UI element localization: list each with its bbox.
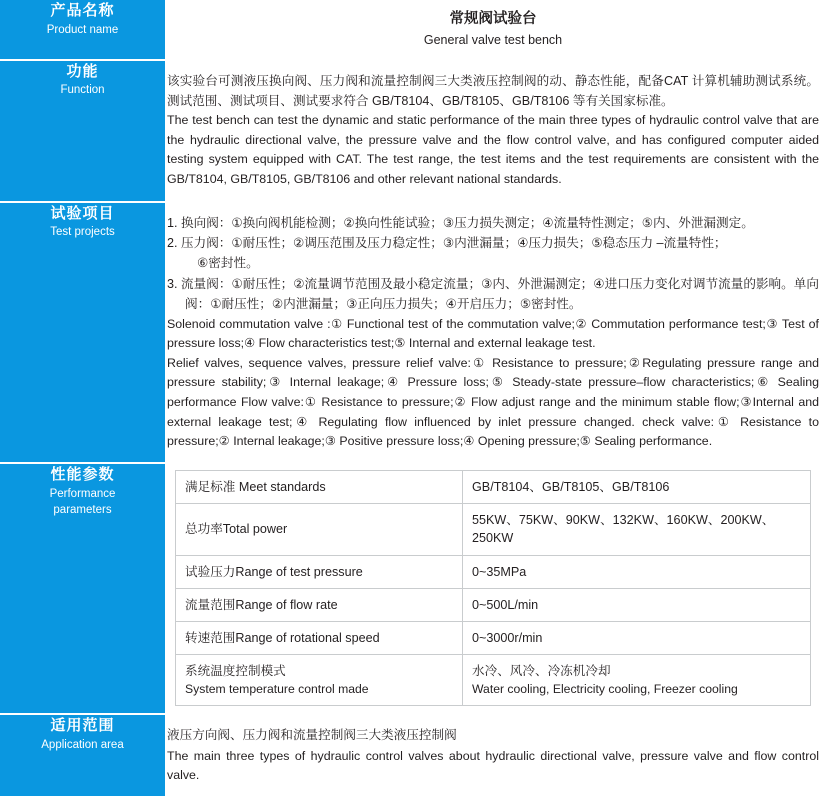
function-text-cn: 该实验台可测液压换向阀、压力阀和流量控制阀三大类液压控制阀的动、静态性能，配备CAT 计算机辅助测试系统。测试范围、测试项目、测试要求符合 GB/T8104、GB/T8105、GB/T8106 等有关国家标准。 [167, 73, 819, 108]
param-value-en: Water cooling, Electricity cooling, Freezer cooling [472, 681, 738, 696]
table-row-application [0, 714, 819, 796]
test-project-line-en: Relief valves, sequence valves, pressure relief valve:① Resistance to pressure;②Regulating pressure range and pressure stability;③ Internal leakage;④ Pressure loss;⑤ Steady-state pressure–flow characteristics;⑥ Sealing performance Flow valve:① Resistance to pressure;② Flow adjust range and the minimum stable flow;③Internal and external leakage test;④ Regulating flow influenced by inlet pressure changed. check valve:① Resistance to pressure;② Internal leakage;③ Positive pressure loss;④ Opening pressure;⑤ Sealing performance. [167, 355, 819, 449]
row-label-product-name [0, 0, 166, 60]
param-key-en: System temperature control made [185, 681, 369, 696]
row-content-application [166, 714, 819, 796]
application-text-en: The main three types of hydraulic control valves about hydraulic directional valve, pressure valve and flow control valve. [167, 748, 819, 783]
param-value: 0~500L/min [463, 588, 811, 621]
row-content-test-projects [166, 202, 819, 463]
product-title-cn: 常规阀试验台 [449, 11, 537, 27]
param-key: 满足标准 Meet standards [176, 470, 463, 503]
performance-parameters-table [175, 470, 811, 706]
test-project-line: 3. 流量阀：①耐压性；②流量调节范围及最小稳定流量；③内、外泄漏测定；④进口压力变化对调节流量的影响。单向阀：①耐压性；②内泄漏量；③正向压力损失；④开启压力；⑤密封性。 [167, 276, 819, 312]
param-value-cn: 水冷、风冷、冷冻机冷却 [472, 664, 611, 679]
row-label-cn: 试验项目 [50, 204, 115, 222]
param-key: 总功率Total power [176, 504, 463, 556]
table-row-test-projects [0, 202, 819, 463]
param-row [176, 555, 811, 588]
row-label-performance [0, 463, 166, 714]
row-label-test-projects [0, 202, 166, 463]
row-content-function [166, 60, 819, 202]
param-value: GB/T8104、GB/T8105、GB/T8106 [463, 470, 811, 503]
param-key: 转速范围Range of rotational speed [176, 622, 463, 655]
row-label-function [0, 60, 166, 202]
row-content-performance [166, 463, 819, 714]
param-row [176, 504, 811, 556]
row-label-en: Function [60, 84, 105, 97]
table-row-function [0, 60, 819, 202]
function-text-en: The test bench can test the dynamic and static performance of the main three types of hydraulic control valve that are the hydraulic directional valve, the pressure valve and the flow control valve, and has configured computer aided testing system equipped with CAT. The test range, the test items and the test requirements are consistent with the GB/T8104, GB/T8105, GB/T8106 and other relevant national standards. [167, 113, 819, 187]
param-key: 试验压力Range of test pressure [176, 555, 463, 588]
param-key: 流量范围Range of flow rate [176, 588, 463, 621]
row-label-en: Performance [49, 487, 116, 500]
row-label-application [0, 714, 166, 796]
param-row [176, 588, 811, 621]
test-project-line-en: Solenoid commutation valve :① Functional test of the commutation valve;② Commutation performance test;③ Test of pressure loss;④ Flow characteristics test;⑤ Internal and external leakage test. [167, 316, 819, 351]
param-value: 55KW、75KW、90KW、132KW、160KW、200KW、250KW [463, 504, 811, 556]
param-key [176, 655, 463, 706]
param-value: 0~3000r/min [463, 622, 811, 655]
row-label-cn: 功能 [66, 62, 99, 80]
product-title-en: General valve test bench [423, 32, 563, 47]
test-project-line: ⑥密封性。 [197, 256, 259, 271]
test-project-line: 2. 压力阀：①耐压性；②调压范围及压力稳定性；③内泄漏量；④压力损失；⑤稳态压力 –流量特性； [167, 236, 727, 251]
param-row [176, 470, 811, 503]
row-label-cn: 适用范围 [50, 717, 115, 735]
param-row [176, 655, 811, 706]
table-row-product-name [0, 0, 819, 60]
row-label-en: Product name [46, 23, 119, 36]
application-text-cn: 液压方向阀、压力阀和流量控制阀三大类液压控制阀 [167, 728, 457, 743]
row-content-product-name [166, 0, 819, 60]
row-label-en-2: parameters [53, 504, 112, 517]
param-row [176, 622, 811, 655]
row-label-cn: 产品名称 [50, 2, 115, 19]
row-label-en: Application area [41, 738, 124, 751]
param-key-cn: 系统温度控制模式 [185, 664, 286, 679]
test-project-line: 1. 换向阀：①换向阀机能检测；②换向性能试验；③压力损失测定；④流量特性测定；⑤内、外泄漏测定。 [167, 215, 754, 230]
param-value [463, 655, 811, 706]
param-value: 0~35MPa [463, 555, 811, 588]
row-label-cn: 性能参数 [50, 465, 115, 483]
table-row-performance [0, 463, 819, 714]
row-label-en: Test projects [50, 226, 115, 239]
